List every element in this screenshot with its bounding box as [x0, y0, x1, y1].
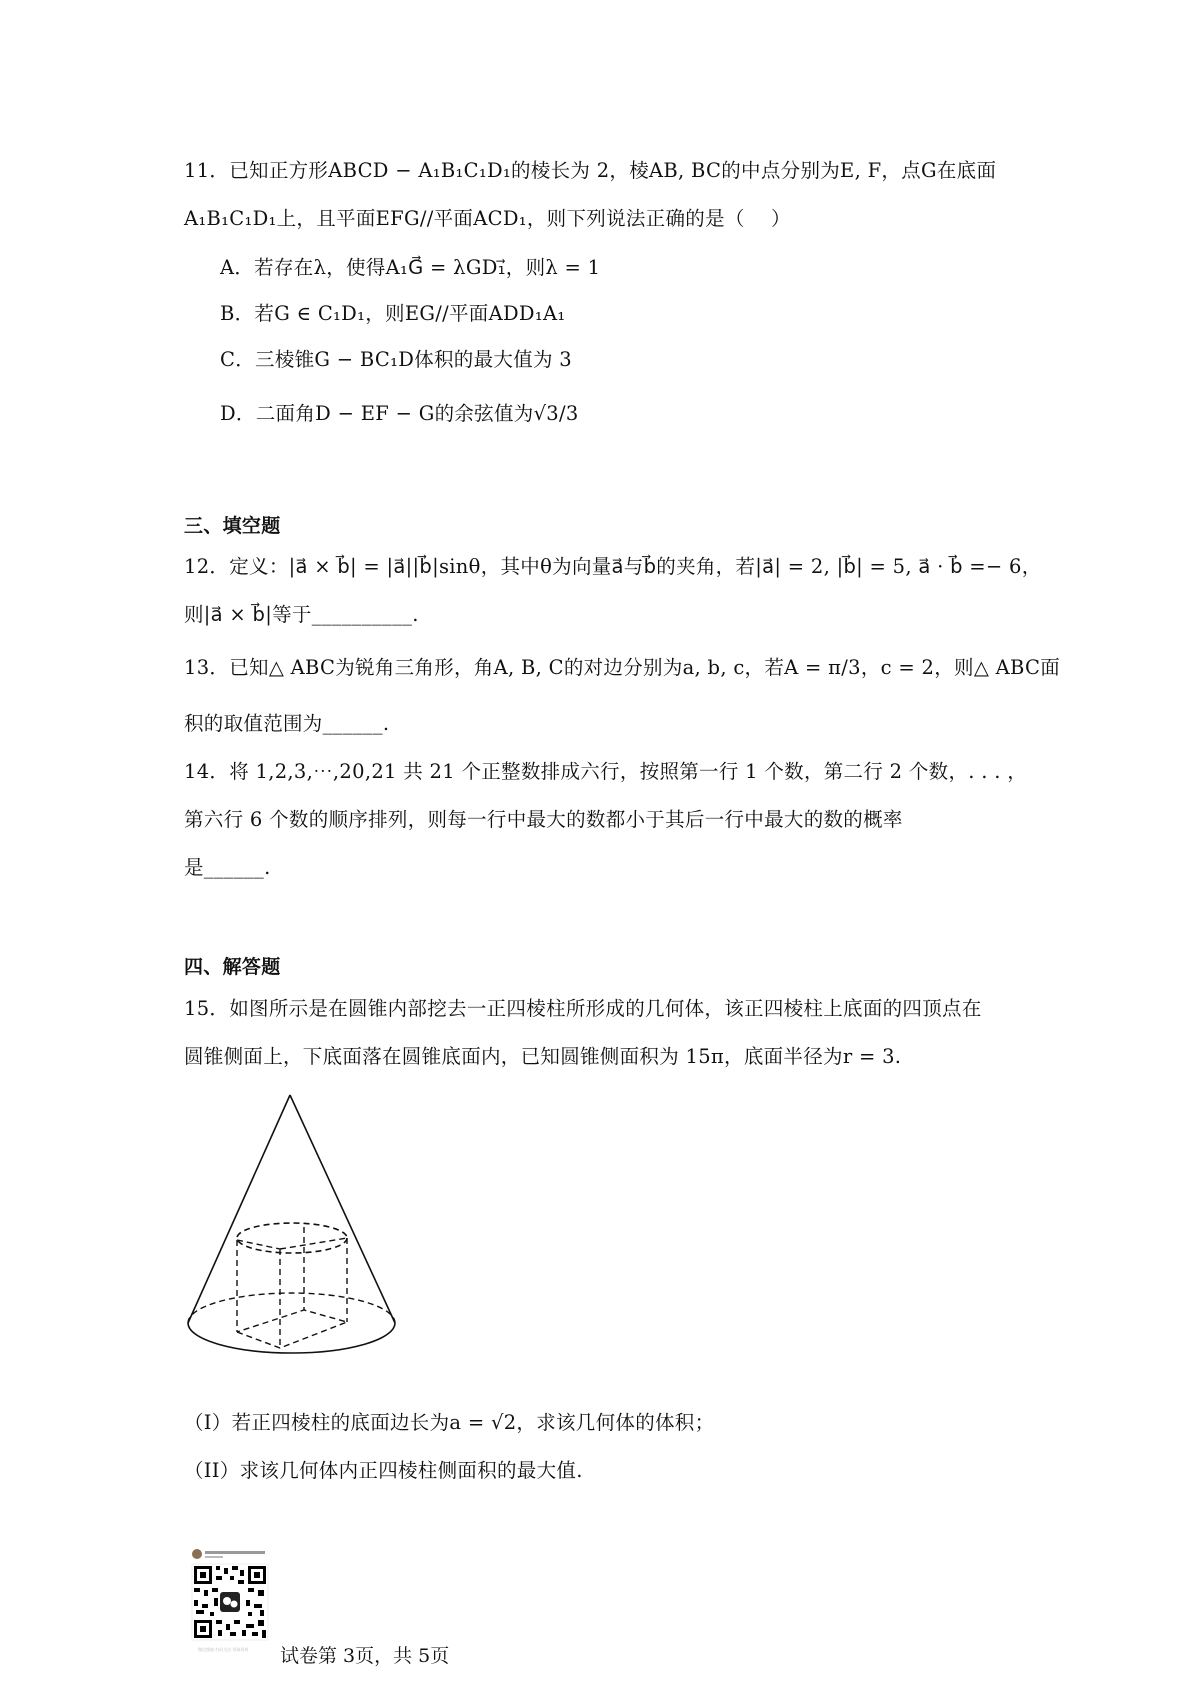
q13-line-1: 13．已知△ ABC为锐角三角形，角A, B, C的对边分别为a, b, c，若A = π/3，c = 2，则△ ABC面: [184, 656, 1061, 679]
q11-option-d: D．二面角D − EF − G的余弦值为√3/3: [220, 402, 579, 425]
q13-line-2: 积的取值范围为______.: [184, 712, 390, 735]
cone-prism-figure: [180, 1090, 420, 1390]
q15-part-2: （II）求该几何体内正四棱柱侧面积的最大值.: [184, 1459, 583, 1482]
cone-base-back-arc: [188, 1293, 395, 1323]
section-heading-fill-blank: 三、填空题: [184, 515, 281, 537]
prism-edges: [237, 1227, 347, 1348]
page-footer: 试卷第 3页，共 5页: [280, 1645, 450, 1667]
q11-option-a: A．若存在λ，使得A₁G⃗ = λGD₁⃗，则λ = 1: [220, 256, 601, 279]
q15-line-2: 圆锥侧面上，下底面落在圆锥底面内，已知圆锥侧面积为 15π，底面半径为r = 3.: [184, 1045, 902, 1068]
q14-line-3: 是______.: [184, 856, 271, 879]
qr-code-block: [190, 1548, 274, 1658]
qr-caption: 微信搜索·扫码关注·领取资料: [198, 1647, 249, 1652]
q14-line-2: 第六行 6 个数的顺序排列，则每一行中最大的数都小于其后一行中最大的数的概率: [184, 808, 903, 831]
q15-line-1: 15．如图所示是在圆锥内部挖去一正四棱柱所形成的几何体，该正四棱柱上底面的四顶点在: [184, 997, 982, 1020]
qr-code-icon: [190, 1548, 274, 1658]
q11-option-b: B．若G ∈ C₁D₁，则EG//平面ADD₁A₁: [220, 302, 566, 325]
q11-line-1: 11．已知正方形ABCD − A₁B₁C₁D₁的棱长为 2，棱AB, BC的中点分别为E, F，点G在底面: [184, 159, 997, 182]
q12-line-1: 12．定义：|a⃗ × b⃗| = |a⃗||b⃗|sinθ，其中θ为向量a⃗与b⃗的夹角，若|a⃗| = 2, |b⃗| = 5, a⃗ · b⃗ =− 6，: [184, 555, 1042, 578]
section-heading-solutions: 四、解答题: [184, 956, 281, 978]
q15-part-1: （I）若正四棱柱的底面边长为a = √2，求该几何体的体积；: [184, 1411, 715, 1434]
q11-line-2: A₁B₁C₁D₁上，且平面EFG//平面ACD₁，则下列说法正确的是（ ）: [184, 207, 791, 230]
prism-top-ellipse: [237, 1223, 347, 1253]
q14-line-1: 14．将 1,2,3,⋯,20,21 共 21 个正整数排成六行，按照第一行 1 个数，第二行 2 个数，. . . ，: [184, 760, 1028, 783]
q12-line-2: 则|a⃗ × b⃗|等于__________.: [184, 603, 419, 626]
q11-option-c: C．三棱锥G − BC₁D体积的最大值为 3: [220, 348, 573, 371]
